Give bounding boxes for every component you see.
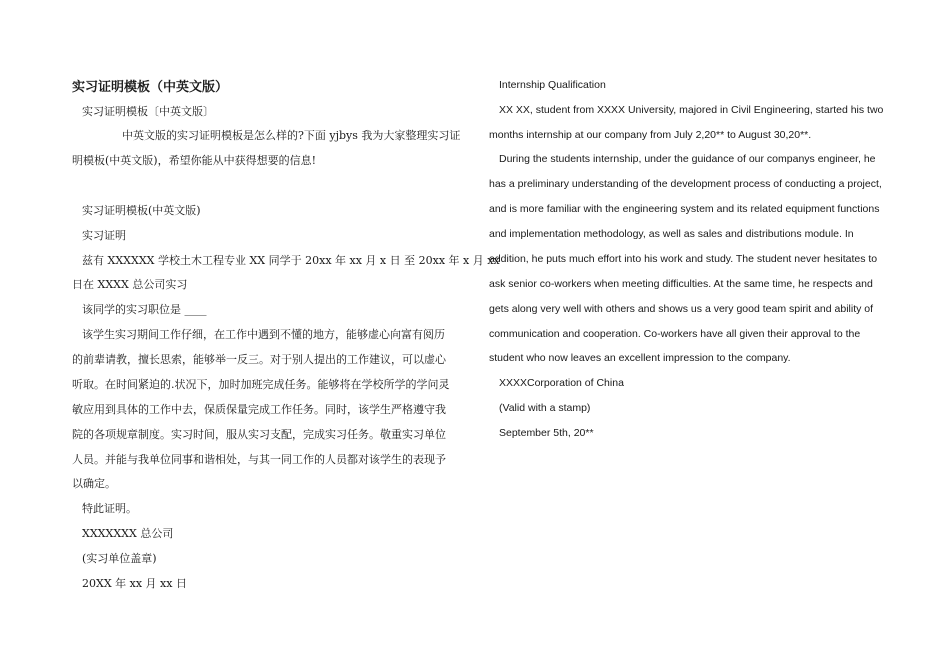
paragraph-line: communication and cooperation. Co-workers have all given their approval to the xyxy=(489,328,861,340)
paragraph-line: During the students internship, under the guidance of our companys engineer, he xyxy=(499,153,876,165)
intro-line: 明模板(中英文版)，希望你能从中获得想要的信息! xyxy=(72,154,317,167)
paragraph-line: addition, he puts much effort into his work and study. The student never hesitates to xyxy=(489,253,878,265)
paragraph-line: XX XX, student from XXXX University, majored in Civil Engineering, started his two xyxy=(499,104,884,116)
closing-line: 特此证明。 xyxy=(82,502,137,515)
section-heading: Internship Qualification xyxy=(499,79,606,91)
paragraph-line: months internship at our company from July 2,20** to August 30,20**. xyxy=(489,129,812,141)
paragraph-line: gets along very well with others and shows us a very good team spirit and ability of xyxy=(489,303,874,315)
paragraph-line: student who now leaves an excellent impression to the company. xyxy=(489,352,791,364)
paragraph-line: and implementation methodology, as well as sales and distributions module. In xyxy=(489,228,854,240)
paragraph-line: 敏应用到具体的工作中去，保质保量完成工作任务。同时，该学生严格遵守我 xyxy=(72,403,446,416)
subtitle: 实习证明模板〔中英文版〕 xyxy=(82,105,214,118)
company-name: XXXXXXX 总公司 xyxy=(82,527,174,540)
paragraph-line: 该学生实习期间工作仔细，在工作中遇到不懂的地方，能够虚心向富有阅历 xyxy=(82,328,445,341)
paragraph-line: 听取。在时间紧迫的.状况下，加时加班完成任务。能够将在学校所学的学问灵 xyxy=(72,378,450,391)
intro-line: 中英文版的实习证明模板是怎么样的?下面 yjbys 我为大家整理实习证 xyxy=(122,129,461,142)
paragraph-line: 的前辈请教，擅长思索，能够举一反三。对于别人提出的工作建议，可以虚心 xyxy=(72,353,446,366)
document-title: 实习证明模板（中英文版） xyxy=(72,80,229,95)
paragraph-line: and is more familiar with the engineering system and its related equipment functions xyxy=(489,203,880,215)
stamp-note: (Valid with a stamp) xyxy=(499,402,591,414)
paragraph-line: 日在 XXXX 总公司实习 xyxy=(72,278,188,291)
date-line: 20XX 年 xx 月 xx 日 xyxy=(82,577,187,590)
paragraph-line: ask senior co-workers when meeting difficulties. At the same time, he respects and xyxy=(489,278,873,290)
certificate-title: 实习证明 xyxy=(82,229,126,242)
seal-note: (实习单位盖章) xyxy=(82,552,157,565)
paragraph-line: 以确定。 xyxy=(72,477,116,490)
paragraph-line: has a preliminary understanding of the development process of conducting a project, xyxy=(489,178,882,190)
position-line: 该同学的实习职位是 ____ xyxy=(82,303,207,316)
paragraph-line: 人员。并能与我单位同事和谐相处，与其一同工作的人员都对该学生的表现予 xyxy=(72,453,446,466)
date-line: September 5th, 20** xyxy=(499,427,594,439)
paragraph-line: 兹有 XXXXXX 学校土木工程专业 XX 同学于 20xx 年 xx 月 x 日 至 20xx 年 x 月 xx xyxy=(82,254,500,267)
company-name: XXXXCorporation of China xyxy=(499,377,624,389)
section-heading: 实习证明模板(中英文版) xyxy=(82,204,201,217)
paragraph-line: 院的各项规章制度。实习时间，服从实习支配，完成实习任务。敬重实习单位 xyxy=(72,428,446,441)
